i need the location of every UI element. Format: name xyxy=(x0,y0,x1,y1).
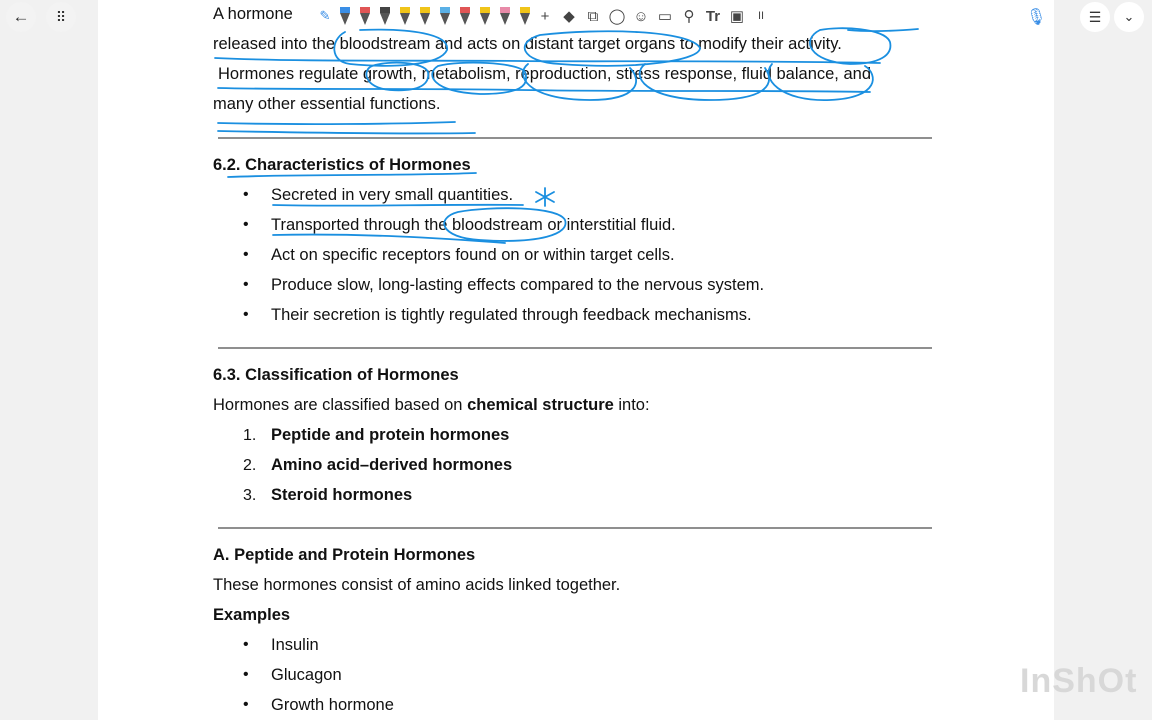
intro-line-1-start: A hormone xyxy=(213,5,293,23)
classification-item: Steroid hormones xyxy=(271,486,413,504)
pen-tip-icon xyxy=(520,13,530,25)
section-6-2-heading: 6.2. Characteristics of Hormones xyxy=(213,156,471,174)
characteristic-item: Act on specific receptors found on or within target cells. xyxy=(271,246,675,264)
pen-tool-6[interactable] xyxy=(438,5,452,27)
pen-tip-icon xyxy=(500,13,510,25)
characteristic-item: Secreted in very small quantities. xyxy=(271,186,514,204)
grid-dots-icon: ⠿ xyxy=(55,8,67,25)
pen-tip-icon xyxy=(400,13,410,25)
chevron-down-icon: ⌄ xyxy=(1123,9,1135,24)
pen-tip-icon xyxy=(340,13,350,25)
pen-tip-icon xyxy=(480,13,490,25)
pen-tool-2[interactable] xyxy=(358,5,372,27)
bullet-dot: • xyxy=(243,246,249,263)
intro-line-4: many other essential functions. xyxy=(213,95,441,113)
annotation-toolbar xyxy=(310,0,924,32)
image-icon: ▣ xyxy=(729,8,745,25)
pen-tip-icon xyxy=(360,13,370,25)
example-item: Insulin xyxy=(271,636,319,654)
classification-item: Peptide and protein hormones xyxy=(271,426,510,444)
pen-tool-10[interactable] xyxy=(518,5,532,27)
text-icon: Tr xyxy=(705,7,721,25)
pen-tip-icon xyxy=(460,13,470,25)
lasso-icon: ◯ xyxy=(608,8,626,25)
bullet-dot: • xyxy=(243,306,249,323)
intro-line-2: released into the bloodstream and acts on distant target organs to modify their activity. xyxy=(213,35,842,53)
intro-text-end: into: xyxy=(613,396,650,414)
microphone-button[interactable] xyxy=(1026,2,1046,32)
section-a-heading: A. Peptide and Protein Hormones xyxy=(213,546,476,564)
back-arrow-icon: ← xyxy=(12,7,30,26)
divider xyxy=(218,137,932,139)
toolbar-settings-icon: ☰ xyxy=(1088,8,1102,25)
divider xyxy=(218,527,932,529)
microphone-icon: 🎙 xyxy=(1026,9,1047,26)
list-number: 1. xyxy=(243,427,257,444)
add-pen-button[interactable] xyxy=(534,3,556,29)
intro-text: Hormones are classified based on xyxy=(213,396,468,414)
classification-intro xyxy=(213,396,650,415)
intro-bold-text: chemical structure xyxy=(467,396,614,414)
pen-tool-9[interactable] xyxy=(498,5,512,27)
plus-icon: + xyxy=(540,7,550,25)
list-number: 3. xyxy=(243,487,257,504)
pen-tool-5[interactable] xyxy=(418,5,432,27)
collapse-toolbar-button[interactable] xyxy=(750,3,772,29)
back-button[interactable] xyxy=(6,2,36,32)
eraser-icon: ◆ xyxy=(563,8,575,25)
example-item: Glucagon xyxy=(271,666,342,684)
collapse-icon: II xyxy=(757,10,765,22)
text-tool[interactable] xyxy=(702,3,724,29)
comment-icon: ▭ xyxy=(657,8,673,25)
comment-tool[interactable] xyxy=(654,3,676,29)
characteristic-item: Produce slow, long-lasting effects compared to the nervous system. xyxy=(271,276,765,294)
bullet-dot: • xyxy=(243,666,249,683)
pen-tool-3[interactable] xyxy=(378,5,392,27)
intro-line-3: Hormones regulate growth, metabolism, reproduction, stress response, fluid balance, and xyxy=(218,65,872,83)
eraser-tool[interactable] xyxy=(558,3,580,29)
divider xyxy=(218,347,932,349)
pen-tool-4[interactable] xyxy=(398,5,412,27)
image-tool[interactable] xyxy=(726,3,748,29)
dropdown-button[interactable] xyxy=(1114,2,1144,32)
grid-menu-button[interactable] xyxy=(46,2,76,32)
pen-tip-icon xyxy=(380,13,390,25)
section-a-description: These hormones consist of amino acids linked together. xyxy=(213,576,621,594)
bullet-dot: • xyxy=(243,696,249,713)
list-number: 2. xyxy=(243,457,257,474)
example-item: Growth hormone xyxy=(271,696,394,714)
characteristic-item: Transported through the bloodstream or interstitial fluid. xyxy=(271,216,676,234)
characteristic-item: Their secretion is tightly regulated through feedback mechanisms. xyxy=(271,306,752,324)
classification-item: Amino acid–derived hormones xyxy=(271,456,513,474)
section-6-3-heading: 6.3. Classification of Hormones xyxy=(213,366,459,384)
watermark: InShOt xyxy=(1020,662,1138,700)
bullet-dot: • xyxy=(243,186,249,203)
pencil-tool[interactable] xyxy=(314,3,336,29)
pen-palette xyxy=(338,5,532,27)
pen-tool-7[interactable] xyxy=(458,5,472,27)
pen-tool-1[interactable] xyxy=(338,5,352,27)
toolbar-settings-button[interactable] xyxy=(1080,2,1110,32)
bullet-dot: • xyxy=(243,216,249,233)
bullet-dot: • xyxy=(243,636,249,653)
bullet-dot: • xyxy=(243,276,249,293)
pen-tool-8[interactable] xyxy=(478,5,492,27)
sticker-icon: ☺ xyxy=(633,7,649,25)
shapes-tool[interactable] xyxy=(582,3,604,29)
pencil-icon: ✎ xyxy=(319,8,331,23)
examples-label: Examples xyxy=(213,606,291,624)
link-tool[interactable] xyxy=(678,3,700,29)
sticker-tool[interactable] xyxy=(630,3,652,29)
pen-tip-icon xyxy=(420,13,430,25)
pen-tip-icon xyxy=(440,13,450,25)
link-icon: ⚲ xyxy=(683,8,695,25)
shapes-icon: ⧉ xyxy=(587,7,599,25)
lasso-tool[interactable] xyxy=(606,3,628,29)
